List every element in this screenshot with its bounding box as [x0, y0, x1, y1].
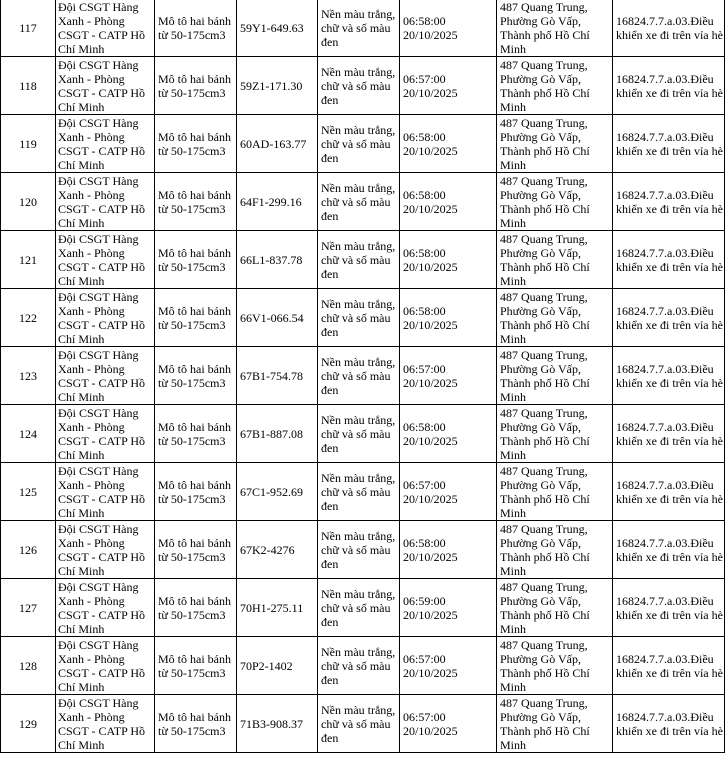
- violation-description-cell: 16824.7.7.a.03.Điều khiển xe đi trên vỉa hè: [613, 521, 725, 579]
- table-row: [1, 173, 725, 231]
- violation-location-cell: 487 Quang Trung, Phường Gò Vấp, Thành phố Hồ Chí Minh: [497, 695, 613, 753]
- license-plate-cell: 67K2-4276: [237, 521, 318, 579]
- violation-time-cell: 06:57:00 20/10/2025: [400, 57, 497, 115]
- violation-location-cell: 487 Quang Trung, Phường Gò Vấp, Thành phố Hồ Chí Minh: [497, 521, 613, 579]
- enforcement-unit-cell: Đội CSGT Hàng Xanh - Phòng CSGT - CATP Hồ Chí Minh: [56, 695, 155, 753]
- violation-location-cell: 487 Quang Trung, Phường Gò Vấp, Thành phố Hồ Chí Minh: [497, 289, 613, 347]
- violation-location-cell: 487 Quang Trung, Phường Gò Vấp, Thành phố Hồ Chí Minh: [497, 463, 613, 521]
- vehicle-type-cell: Mô tô hai bánh từ 50-175cm3: [155, 637, 237, 695]
- plate-color-cell: Nền màu trắng, chữ và số màu đen: [318, 347, 400, 405]
- vehicle-type-cell: Mô tô hai bánh từ 50-175cm3: [155, 289, 237, 347]
- violation-description-cell: 16824.7.7.a.03.Điều khiển xe đi trên vỉa hè: [613, 0, 725, 57]
- vehicle-type-cell: Mô tô hai bánh từ 50-175cm3: [155, 579, 237, 637]
- violation-location-cell: 487 Quang Trung, Phường Gò Vấp, Thành phố Hồ Chí Minh: [497, 579, 613, 637]
- violation-time-cell: 06:58:00 20/10/2025: [400, 0, 497, 57]
- violation-description-cell: 16824.7.7.a.03.Điều khiển xe đi trên vỉa hè: [613, 463, 725, 521]
- row-number-cell: 125: [1, 463, 56, 521]
- plate-color-cell: Nền màu trắng, chữ và số màu đen: [318, 231, 400, 289]
- violation-description-cell: 16824.7.7.a.03.Điều khiển xe đi trên vỉa hè: [613, 347, 725, 405]
- violation-location-cell: 487 Quang Trung, Phường Gò Vấp, Thành phố Hồ Chí Minh: [497, 173, 613, 231]
- plate-color-cell: Nền màu trắng, chữ và số màu đen: [318, 637, 400, 695]
- violation-time-cell: 06:57:00 20/10/2025: [400, 347, 497, 405]
- enforcement-unit-cell: Đội CSGT Hàng Xanh - Phòng CSGT - CATP Hồ Chí Minh: [56, 463, 155, 521]
- table-row: [1, 521, 725, 579]
- plate-color-cell: Nền màu trắng, chữ và số màu đen: [318, 173, 400, 231]
- plate-color-cell: Nền màu trắng, chữ và số màu đen: [318, 579, 400, 637]
- table-row: [1, 637, 725, 695]
- row-number-cell: 119: [1, 115, 56, 173]
- enforcement-unit-cell: Đội CSGT Hàng Xanh - Phòng CSGT - CATP Hồ Chí Minh: [56, 289, 155, 347]
- row-number-cell: 122: [1, 289, 56, 347]
- license-plate-cell: 67C1-952.69: [237, 463, 318, 521]
- license-plate-cell: 64F1-299.16: [237, 173, 318, 231]
- vehicle-type-cell: Mô tô hai bánh từ 50-175cm3: [155, 521, 237, 579]
- row-number-cell: 120: [1, 173, 56, 231]
- enforcement-unit-cell: Đội CSGT Hàng Xanh - Phòng CSGT - CATP Hồ Chí Minh: [56, 347, 155, 405]
- enforcement-unit-cell: Đội CSGT Hàng Xanh - Phòng CSGT - CATP Hồ Chí Minh: [56, 637, 155, 695]
- enforcement-unit-cell: Đội CSGT Hàng Xanh - Phòng CSGT - CATP Hồ Chí Minh: [56, 521, 155, 579]
- license-plate-cell: 71B3-908.37: [237, 695, 318, 753]
- violation-description-cell: 16824.7.7.a.03.Điều khiển xe đi trên vỉa hè: [613, 173, 725, 231]
- enforcement-unit-cell: Đội CSGT Hàng Xanh - Phòng CSGT - CATP Hồ Chí Minh: [56, 579, 155, 637]
- row-number-cell: 129: [1, 695, 56, 753]
- row-number-cell: 118: [1, 57, 56, 115]
- violation-time-cell: 06:58:00 20/10/2025: [400, 521, 497, 579]
- violation-time-cell: 06:58:00 20/10/2025: [400, 115, 497, 173]
- plate-color-cell: Nền màu trắng, chữ và số màu đen: [318, 463, 400, 521]
- violation-time-cell: 06:57:00 20/10/2025: [400, 637, 497, 695]
- violation-description-cell: 16824.7.7.a.03.Điều khiển xe đi trên vỉa hè: [613, 579, 725, 637]
- table-row: [1, 115, 725, 173]
- plate-color-cell: Nền màu trắng, chữ và số màu đen: [318, 115, 400, 173]
- row-number-cell: 123: [1, 347, 56, 405]
- violation-time-cell: 06:58:00 20/10/2025: [400, 405, 497, 463]
- table-row: [1, 231, 725, 289]
- violation-time-cell: 06:58:00 20/10/2025: [400, 231, 497, 289]
- table-row: [1, 347, 725, 405]
- enforcement-unit-cell: Đội CSGT Hàng Xanh - Phòng CSGT - CATP Hồ Chí Minh: [56, 115, 155, 173]
- violation-time-cell: 06:59:00 20/10/2025: [400, 579, 497, 637]
- violation-location-cell: 487 Quang Trung, Phường Gò Vấp, Thành phố Hồ Chí Minh: [497, 347, 613, 405]
- violation-description-cell: 16824.7.7.a.03.Điều khiển xe đi trên vỉa hè: [613, 695, 725, 753]
- license-plate-cell: 60AD-163.77: [237, 115, 318, 173]
- row-number-cell: 126: [1, 521, 56, 579]
- plate-color-cell: Nền màu trắng, chữ và số màu đen: [318, 289, 400, 347]
- row-number-cell: 128: [1, 637, 56, 695]
- table-row: [1, 405, 725, 463]
- vehicle-type-cell: Mô tô hai bánh từ 50-175cm3: [155, 405, 237, 463]
- violation-description-cell: 16824.7.7.a.03.Điều khiển xe đi trên vỉa hè: [613, 289, 725, 347]
- table-row: [1, 0, 725, 57]
- enforcement-unit-cell: Đội CSGT Hàng Xanh - Phòng CSGT - CATP Hồ Chí Minh: [56, 173, 155, 231]
- vehicle-type-cell: Mô tô hai bánh từ 50-175cm3: [155, 173, 237, 231]
- vehicle-type-cell: Mô tô hai bánh từ 50-175cm3: [155, 347, 237, 405]
- violation-description-cell: 16824.7.7.a.03.Điều khiển xe đi trên vỉa hè: [613, 637, 725, 695]
- license-plate-cell: 70H1-275.11: [237, 579, 318, 637]
- vehicle-type-cell: Mô tô hai bánh từ 50-175cm3: [155, 463, 237, 521]
- violation-time-cell: 06:57:00 20/10/2025: [400, 695, 497, 753]
- vehicle-type-cell: Mô tô hai bánh từ 50-175cm3: [155, 0, 237, 57]
- plate-color-cell: Nền màu trắng, chữ và số màu đen: [318, 695, 400, 753]
- violation-location-cell: 487 Quang Trung, Phường Gò Vấp, Thành phố Hồ Chí Minh: [497, 0, 613, 57]
- license-plate-cell: 66L1-837.78: [237, 231, 318, 289]
- license-plate-cell: 70P2-1402: [237, 637, 318, 695]
- table-row: [1, 463, 725, 521]
- plate-color-cell: Nền màu trắng, chữ và số màu đen: [318, 0, 400, 57]
- violation-location-cell: 487 Quang Trung, Phường Gò Vấp, Thành phố Hồ Chí Minh: [497, 405, 613, 463]
- license-plate-cell: 66V1-066.54: [237, 289, 318, 347]
- license-plate-cell: 67B1-754.78: [237, 347, 318, 405]
- violation-location-cell: 487 Quang Trung, Phường Gò Vấp, Thành phố Hồ Chí Minh: [497, 637, 613, 695]
- violation-location-cell: 487 Quang Trung, Phường Gò Vấp, Thành phố Hồ Chí Minh: [497, 231, 613, 289]
- violation-time-cell: 06:58:00 20/10/2025: [400, 173, 497, 231]
- enforcement-unit-cell: Đội CSGT Hàng Xanh - Phòng CSGT - CATP Hồ Chí Minh: [56, 57, 155, 115]
- row-number-cell: 117: [1, 0, 56, 57]
- plate-color-cell: Nền màu trắng, chữ và số màu đen: [318, 521, 400, 579]
- violation-location-cell: 487 Quang Trung, Phường Gò Vấp, Thành phố Hồ Chí Minh: [497, 57, 613, 115]
- violation-description-cell: 16824.7.7.a.03.Điều khiển xe đi trên vỉa hè: [613, 231, 725, 289]
- violation-time-cell: 06:57:00 20/10/2025: [400, 463, 497, 521]
- enforcement-unit-cell: Đội CSGT Hàng Xanh - Phòng CSGT - CATP Hồ Chí Minh: [56, 231, 155, 289]
- violation-description-cell: 16824.7.7.a.03.Điều khiển xe đi trên vỉa hè: [613, 57, 725, 115]
- violation-description-cell: 16824.7.7.a.03.Điều khiển xe đi trên vỉa hè: [613, 405, 725, 463]
- license-plate-cell: 59Z1-171.30: [237, 57, 318, 115]
- violation-location-cell: 487 Quang Trung, Phường Gò Vấp, Thành phố Hồ Chí Minh: [497, 115, 613, 173]
- vehicle-type-cell: Mô tô hai bánh từ 50-175cm3: [155, 695, 237, 753]
- plate-color-cell: Nền màu trắng, chữ và số màu đen: [318, 405, 400, 463]
- violation-description-cell: 16824.7.7.a.03.Điều khiển xe đi trên vỉa hè: [613, 115, 725, 173]
- table-row: [1, 289, 725, 347]
- enforcement-unit-cell: Đội CSGT Hàng Xanh - Phòng CSGT - CATP Hồ Chí Minh: [56, 405, 155, 463]
- plate-color-cell: Nền màu trắng, chữ và số màu đen: [318, 57, 400, 115]
- vehicle-type-cell: Mô tô hai bánh từ 50-175cm3: [155, 115, 237, 173]
- row-number-cell: 121: [1, 231, 56, 289]
- row-number-cell: 127: [1, 579, 56, 637]
- table-row: [1, 57, 725, 115]
- license-plate-cell: 59Y1-649.63: [237, 0, 318, 57]
- enforcement-unit-cell: Đội CSGT Hàng Xanh - Phòng CSGT - CATP Hồ Chí Minh: [56, 0, 155, 57]
- vehicle-type-cell: Mô tô hai bánh từ 50-175cm3: [155, 231, 237, 289]
- row-number-cell: 124: [1, 405, 56, 463]
- table-row: [1, 579, 725, 637]
- table-row: [1, 695, 725, 753]
- table-body: [1, 0, 725, 753]
- license-plate-cell: 67B1-887.08: [237, 405, 318, 463]
- vehicle-type-cell: Mô tô hai bánh từ 50-175cm3: [155, 57, 237, 115]
- violation-time-cell: 06:58:00 20/10/2025: [400, 289, 497, 347]
